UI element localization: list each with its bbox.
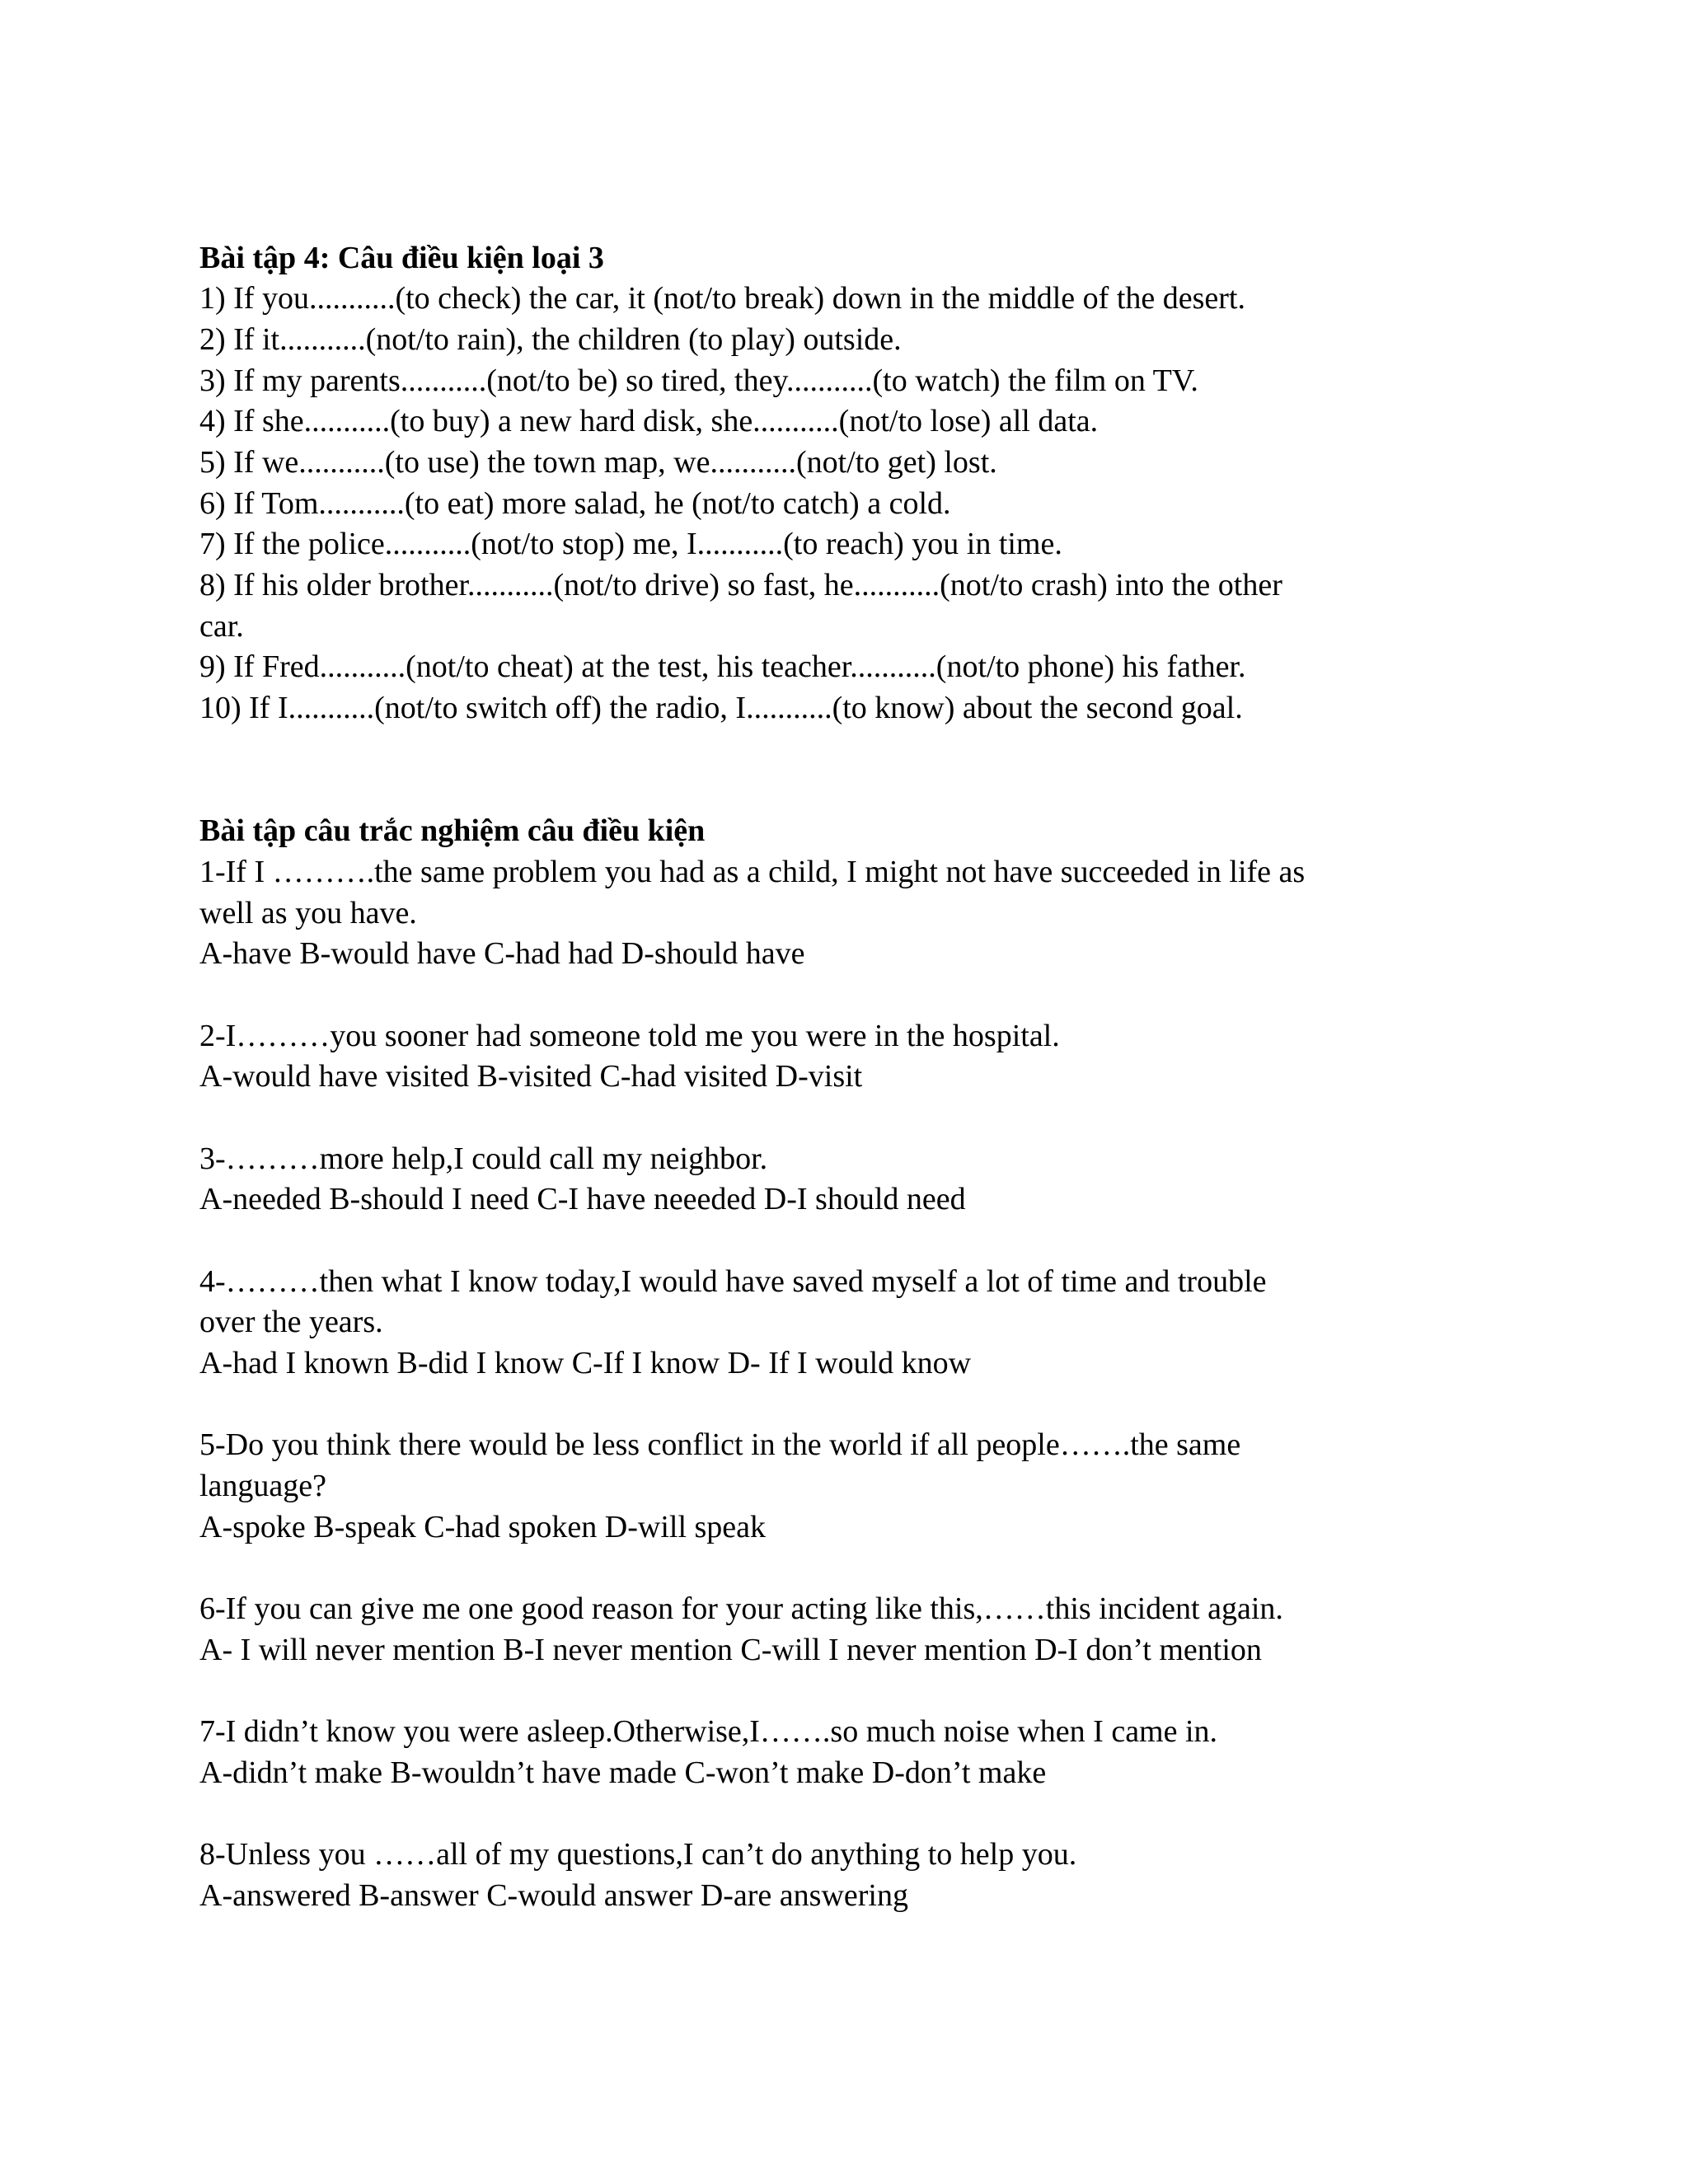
- answer-options: A- I will never mention B-I never mention C-will I never mention D-I don’t mention: [199, 1633, 1262, 1667]
- question-line: 5-Do you think there would be less conflict in the world if all people…….the same: [199, 1427, 1241, 1462]
- exercise-line: 2) If it...........(not/to rain), the children (to play) outside.: [199, 322, 902, 357]
- question-line: 1-If I ……….the same problem you had as a child, I might not have succeeded in life as: [199, 855, 1306, 889]
- question-line: 2-I………you sooner had someone told me you were in the hospital.: [199, 1019, 1060, 1053]
- answer-options: A-answered B-answer C-would answer D-are answering: [199, 1878, 908, 1913]
- exercise-line: 8) If his older brother...........(not/to drive) so fast, he...........(not/to crash) into the other: [199, 568, 1282, 602]
- question-line: well as you have.: [199, 896, 417, 930]
- question-line: 7-I didn’t know you were asleep.Otherwise,I…….so much noise when I came in.: [199, 1714, 1218, 1749]
- question-line: over the years.: [199, 1305, 383, 1339]
- exercise-line: 9) If Fred...........(not/to cheat) at the test, his teacher...........(not/to phone) his father.: [199, 649, 1246, 684]
- answer-options: A-had I known B-did I know C-If I know D- If I would know: [199, 1346, 972, 1380]
- exercise-line: car.: [199, 609, 244, 644]
- answer-options: A-spoke B-speak C-had spoken D-will speak: [199, 1510, 767, 1544]
- question-line: 3-………more help,I could call my neighbor.: [199, 1141, 768, 1176]
- answer-options: A-needed B-should I need C-I have neeeded D-I should need: [199, 1182, 966, 1216]
- exercise-line: 4) If she...........(to buy) a new hard disk, she...........(not/to lose) all data.: [199, 404, 1099, 438]
- exercise-line: 6) If Tom...........(to eat) more salad, he (not/to catch) a cold.: [199, 486, 951, 521]
- answer-options: A-didn’t make B-wouldn’t have made C-won’t make D-don’t make: [199, 1755, 1047, 1790]
- question-line: 6-If you can give me one good reason for your acting like this,……this incident again.: [199, 1591, 1283, 1626]
- question-line: 8-Unless you ……all of my questions,I can’t do anything to help you.: [199, 1837, 1077, 1872]
- exercise-line: 5) If we...........(to use) the town map, we...........(not/to get) lost.: [199, 445, 997, 480]
- answer-options: A-would have visited B-visited C-had visited D-visit: [199, 1059, 863, 1094]
- section-2-heading: Bài tập câu trắc nghiệm câu điều kiện: [199, 813, 706, 848]
- exercise-line: 3) If my parents...........(not/to be) so tired, they...........(to watch) the film on TV.: [199, 363, 1198, 398]
- exercise-line: 1) If you...........(to check) the car, it (not/to break) down in the middle of the desert.: [199, 281, 1245, 316]
- section-1-heading: Bài tập 4: Câu điều kiện loại 3: [199, 241, 604, 275]
- answer-options: A-have B-would have C-had had D-should have: [199, 936, 805, 971]
- question-line: 4-………then what I know today,I would have saved myself a lot of time and trouble: [199, 1264, 1267, 1299]
- exercise-line: 7) If the police...........(not/to stop) me, I...........(to reach) you in time.: [199, 527, 1062, 561]
- question-line: language?: [199, 1469, 327, 1503]
- exercise-line: 10) If I...........(not/to switch off) the radio, I...........(to know) about the second goal.: [199, 691, 1243, 725]
